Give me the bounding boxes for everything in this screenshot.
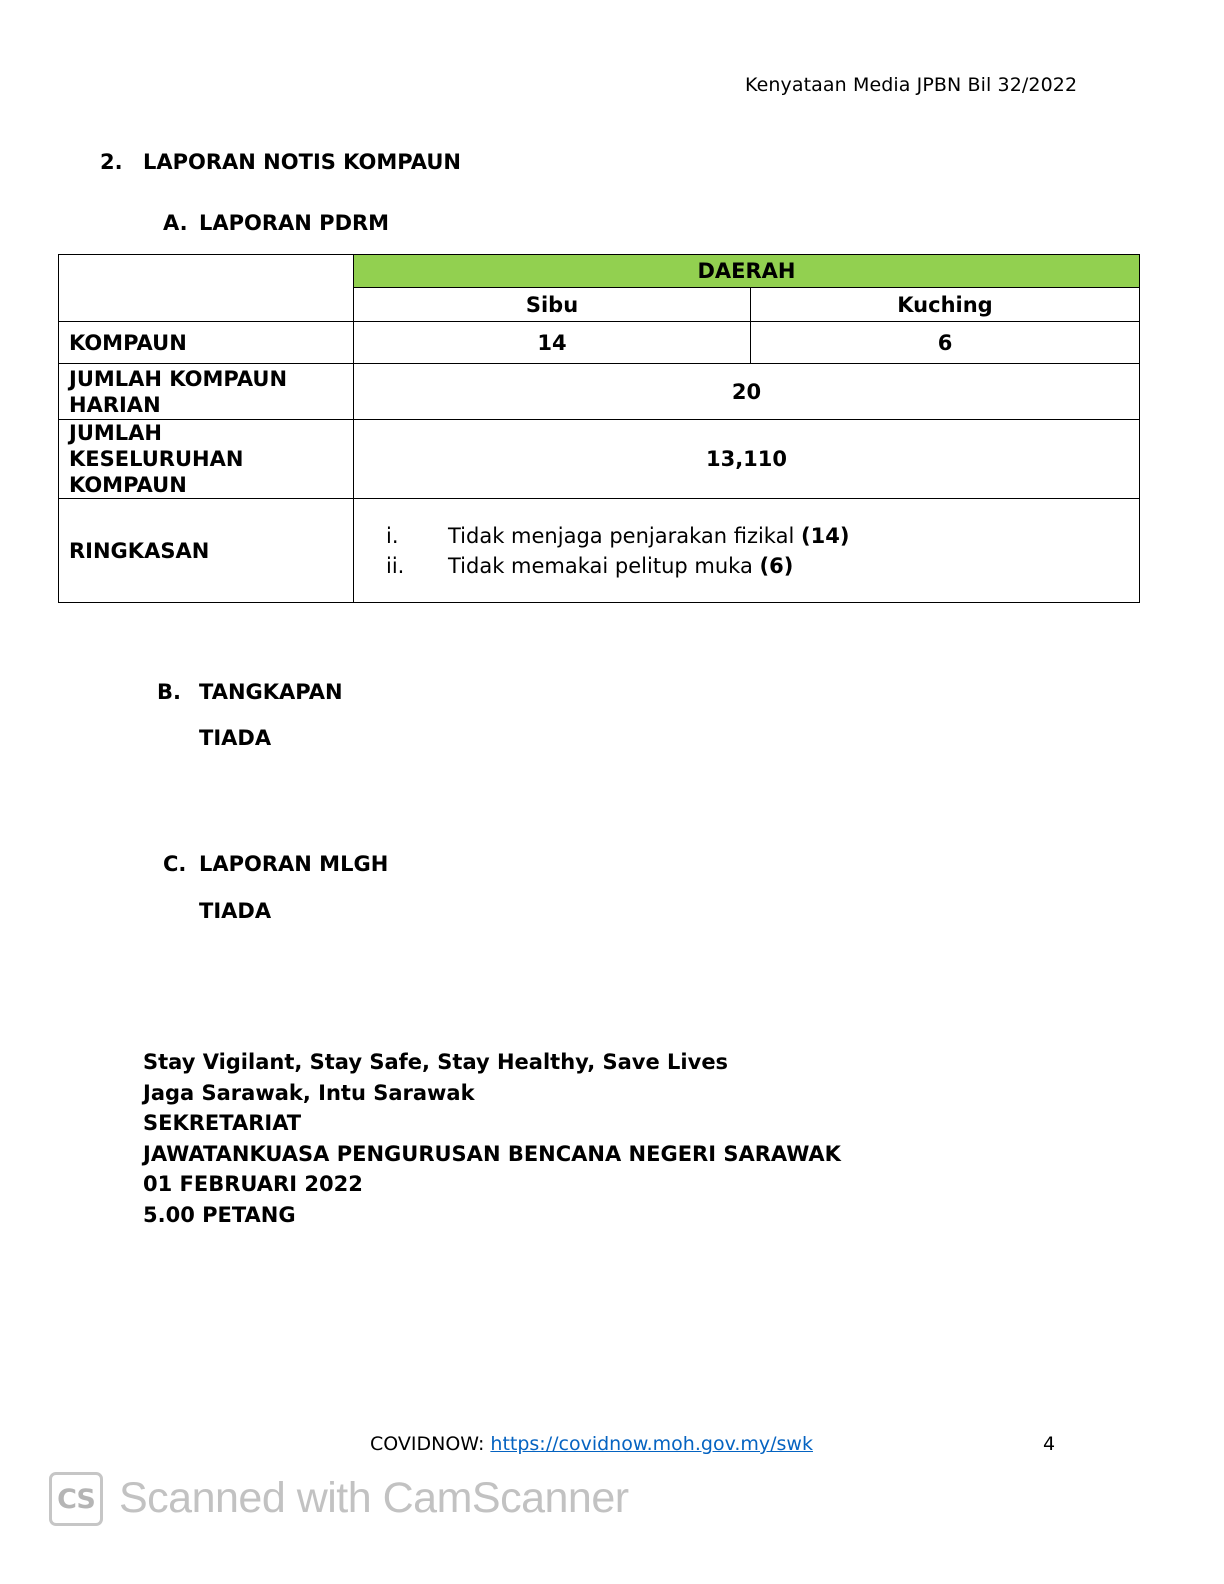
table-corner-cell xyxy=(59,255,354,322)
header-reference: Kenyataan Media JPBN Bil 32/2022 xyxy=(745,74,1078,96)
kompaun-kuching-value: 6 xyxy=(751,322,1140,364)
subsection-c-letter: C. xyxy=(163,852,187,876)
subsection-c-body: TIADA xyxy=(199,899,272,923)
ringkasan-content xyxy=(354,499,1140,603)
row-label-jumlah-harian: JUMLAH KOMPAUN HARIAN xyxy=(59,364,354,420)
subsection-b-body: TIADA xyxy=(199,726,272,750)
row-label-ringkasan: RINGKASAN xyxy=(59,499,354,603)
ringkasan-item: ii. Tidak memakai pelitup muka (6) xyxy=(386,553,794,578)
subsection-a-title: LAPORAN PDRM xyxy=(199,211,390,235)
closing-block xyxy=(143,1047,841,1230)
closing-motto: Jaga Sarawak, Intu Sarawak xyxy=(143,1080,475,1105)
section-title: LAPORAN NOTIS KOMPAUN xyxy=(143,150,461,174)
covidnow-link[interactable]: https://covidnow.moh.gov.my/swk xyxy=(490,1433,813,1455)
subsection-b-title: TANGKAPAN xyxy=(199,680,343,704)
section-number: 2. xyxy=(100,150,123,174)
footer xyxy=(370,1433,813,1455)
camscanner-logo-icon: CS xyxy=(49,1472,103,1526)
closing-time: 5.00 PETANG xyxy=(143,1202,296,1227)
district-header-kuching: Kuching xyxy=(751,288,1140,322)
row-label-jumlah-keseluruhan: JUMLAH KESELURUHAN KOMPAUN xyxy=(59,420,354,499)
ringkasan-item: i. Tidak menjaga penjarakan fizikal (14) xyxy=(386,523,850,548)
district-header-sibu: Sibu xyxy=(354,288,751,322)
footer-label: COVIDNOW: xyxy=(370,1433,491,1455)
subsection-a-letter: A. xyxy=(163,211,188,235)
district-group-header: DAERAH xyxy=(354,255,1140,288)
closing-committee: JAWATANKUASA PENGURUSAN BENCANA NEGERI SARAWAK xyxy=(143,1141,841,1166)
subsection-c-title: LAPORAN MLGH xyxy=(199,852,389,876)
page-number: 4 xyxy=(1043,1433,1056,1455)
compound-report-table xyxy=(58,254,1140,603)
subsection-b-letter: B. xyxy=(157,680,181,704)
closing-date: 01 FEBRUARI 2022 xyxy=(143,1172,363,1196)
jumlah-harian-value: 20 xyxy=(354,364,1140,420)
row-label-kompaun: KOMPAUN xyxy=(59,322,354,364)
closing-slogan: Stay Vigilant, Stay Safe, Stay Healthy, Save Lives xyxy=(143,1050,729,1074)
closing-secretariat: SEKRETARIAT xyxy=(143,1111,302,1135)
camscanner-watermark: Scanned with CamScanner xyxy=(119,1474,629,1522)
jumlah-keseluruhan-value: 13,110 xyxy=(354,420,1140,499)
kompaun-sibu-value: 14 xyxy=(354,322,751,364)
